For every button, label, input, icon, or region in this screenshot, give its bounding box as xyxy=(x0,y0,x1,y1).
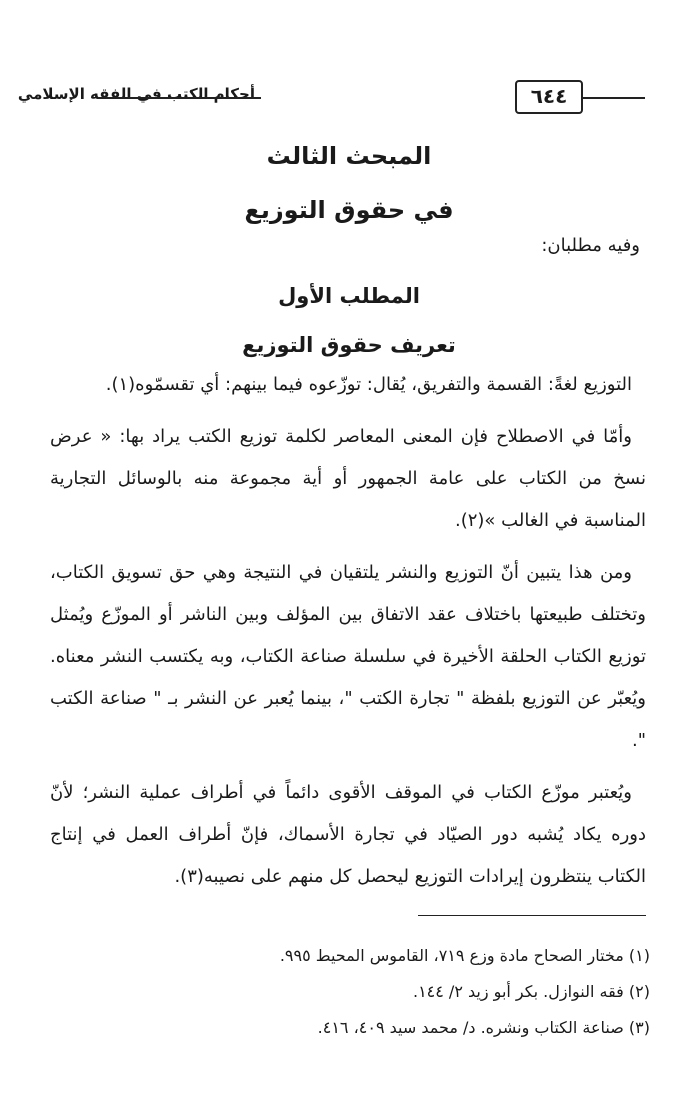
running-title: أحكام الكتب في الفقه الإسلامي xyxy=(17,85,255,103)
footnote: (٢) فقه النوازل. بكر أبو زيد ٢/ ١٤٤. xyxy=(412,982,650,1001)
body-text xyxy=(50,364,646,908)
paragraph: التوزيع لغةً: القسمة والتفريق، يُقال: توزّعوه فيما بينهم: أي تقسمّوه(١). xyxy=(105,374,632,395)
topic-title: المطلب الأول xyxy=(278,284,420,308)
section-title: المبحث الثالث xyxy=(266,142,432,170)
page-number: ٦٤٤ xyxy=(515,80,583,114)
running-header xyxy=(17,78,645,118)
section-subtitle: في حقوق التوزيع xyxy=(244,196,454,224)
paragraph: ويُعتبر موزّع الكتاب في الموقف الأقوى دائماً في أطراف عملية النشر؛ لأنّ دوره يكاد يُشبه دور الصيّاد في تجارة الأسماك، فإنّ أطراف العمل في إنتاج الكتاب ينتظرون إيرادات التوزيع ليحصل كل منهم على نصيبه(٣). xyxy=(50,782,646,887)
footnote: (٣) صناعة الكتاب ونشره. د/ محمد سيد ٤٠٩، ٤١٦. xyxy=(317,1018,650,1037)
paragraph: ومن هذا يتبين أنّ التوزيع والنشر يلتقيان في النتيجة وهي حق تسويق الكتاب، وتختلف طبيعتها باختلاف عقد الاتفاق بين المؤلف وبين الناشر أو الموزّع ويُمثل توزيع الكتاب الحلقة الأخيرة في سلسلة صناعة الكتاب، وبه يكتسب النشر معناه. ويُعبّر عن التوزيع بلفظة " تجارة الكتب "، بينما يُعبر عن النشر بـ " صناعة الكتب ". xyxy=(50,562,646,751)
footnotes xyxy=(60,938,650,1046)
topic-subtitle: تعريف حقوق التوزيع xyxy=(242,333,456,357)
footnote: (١) مختار الصحاح مادة وزع ٧١٩، القاموس المحيط ٩٩٥. xyxy=(279,946,650,965)
header-rule-left xyxy=(98,97,261,99)
intro-line: وفيه مطلبان: xyxy=(541,235,640,256)
header-rule-right xyxy=(582,97,645,99)
footnote-divider xyxy=(418,915,646,916)
paragraph: وأمّا في الاصطلاح فإن المعنى المعاصر لكلمة توزيع الكتب يراد بها: « عرض نسخ من الكتاب على عامة الجمهور أو أية مجموعة منه بالوسائل التجارية المناسبة في الغالب »(٢). xyxy=(50,426,646,531)
